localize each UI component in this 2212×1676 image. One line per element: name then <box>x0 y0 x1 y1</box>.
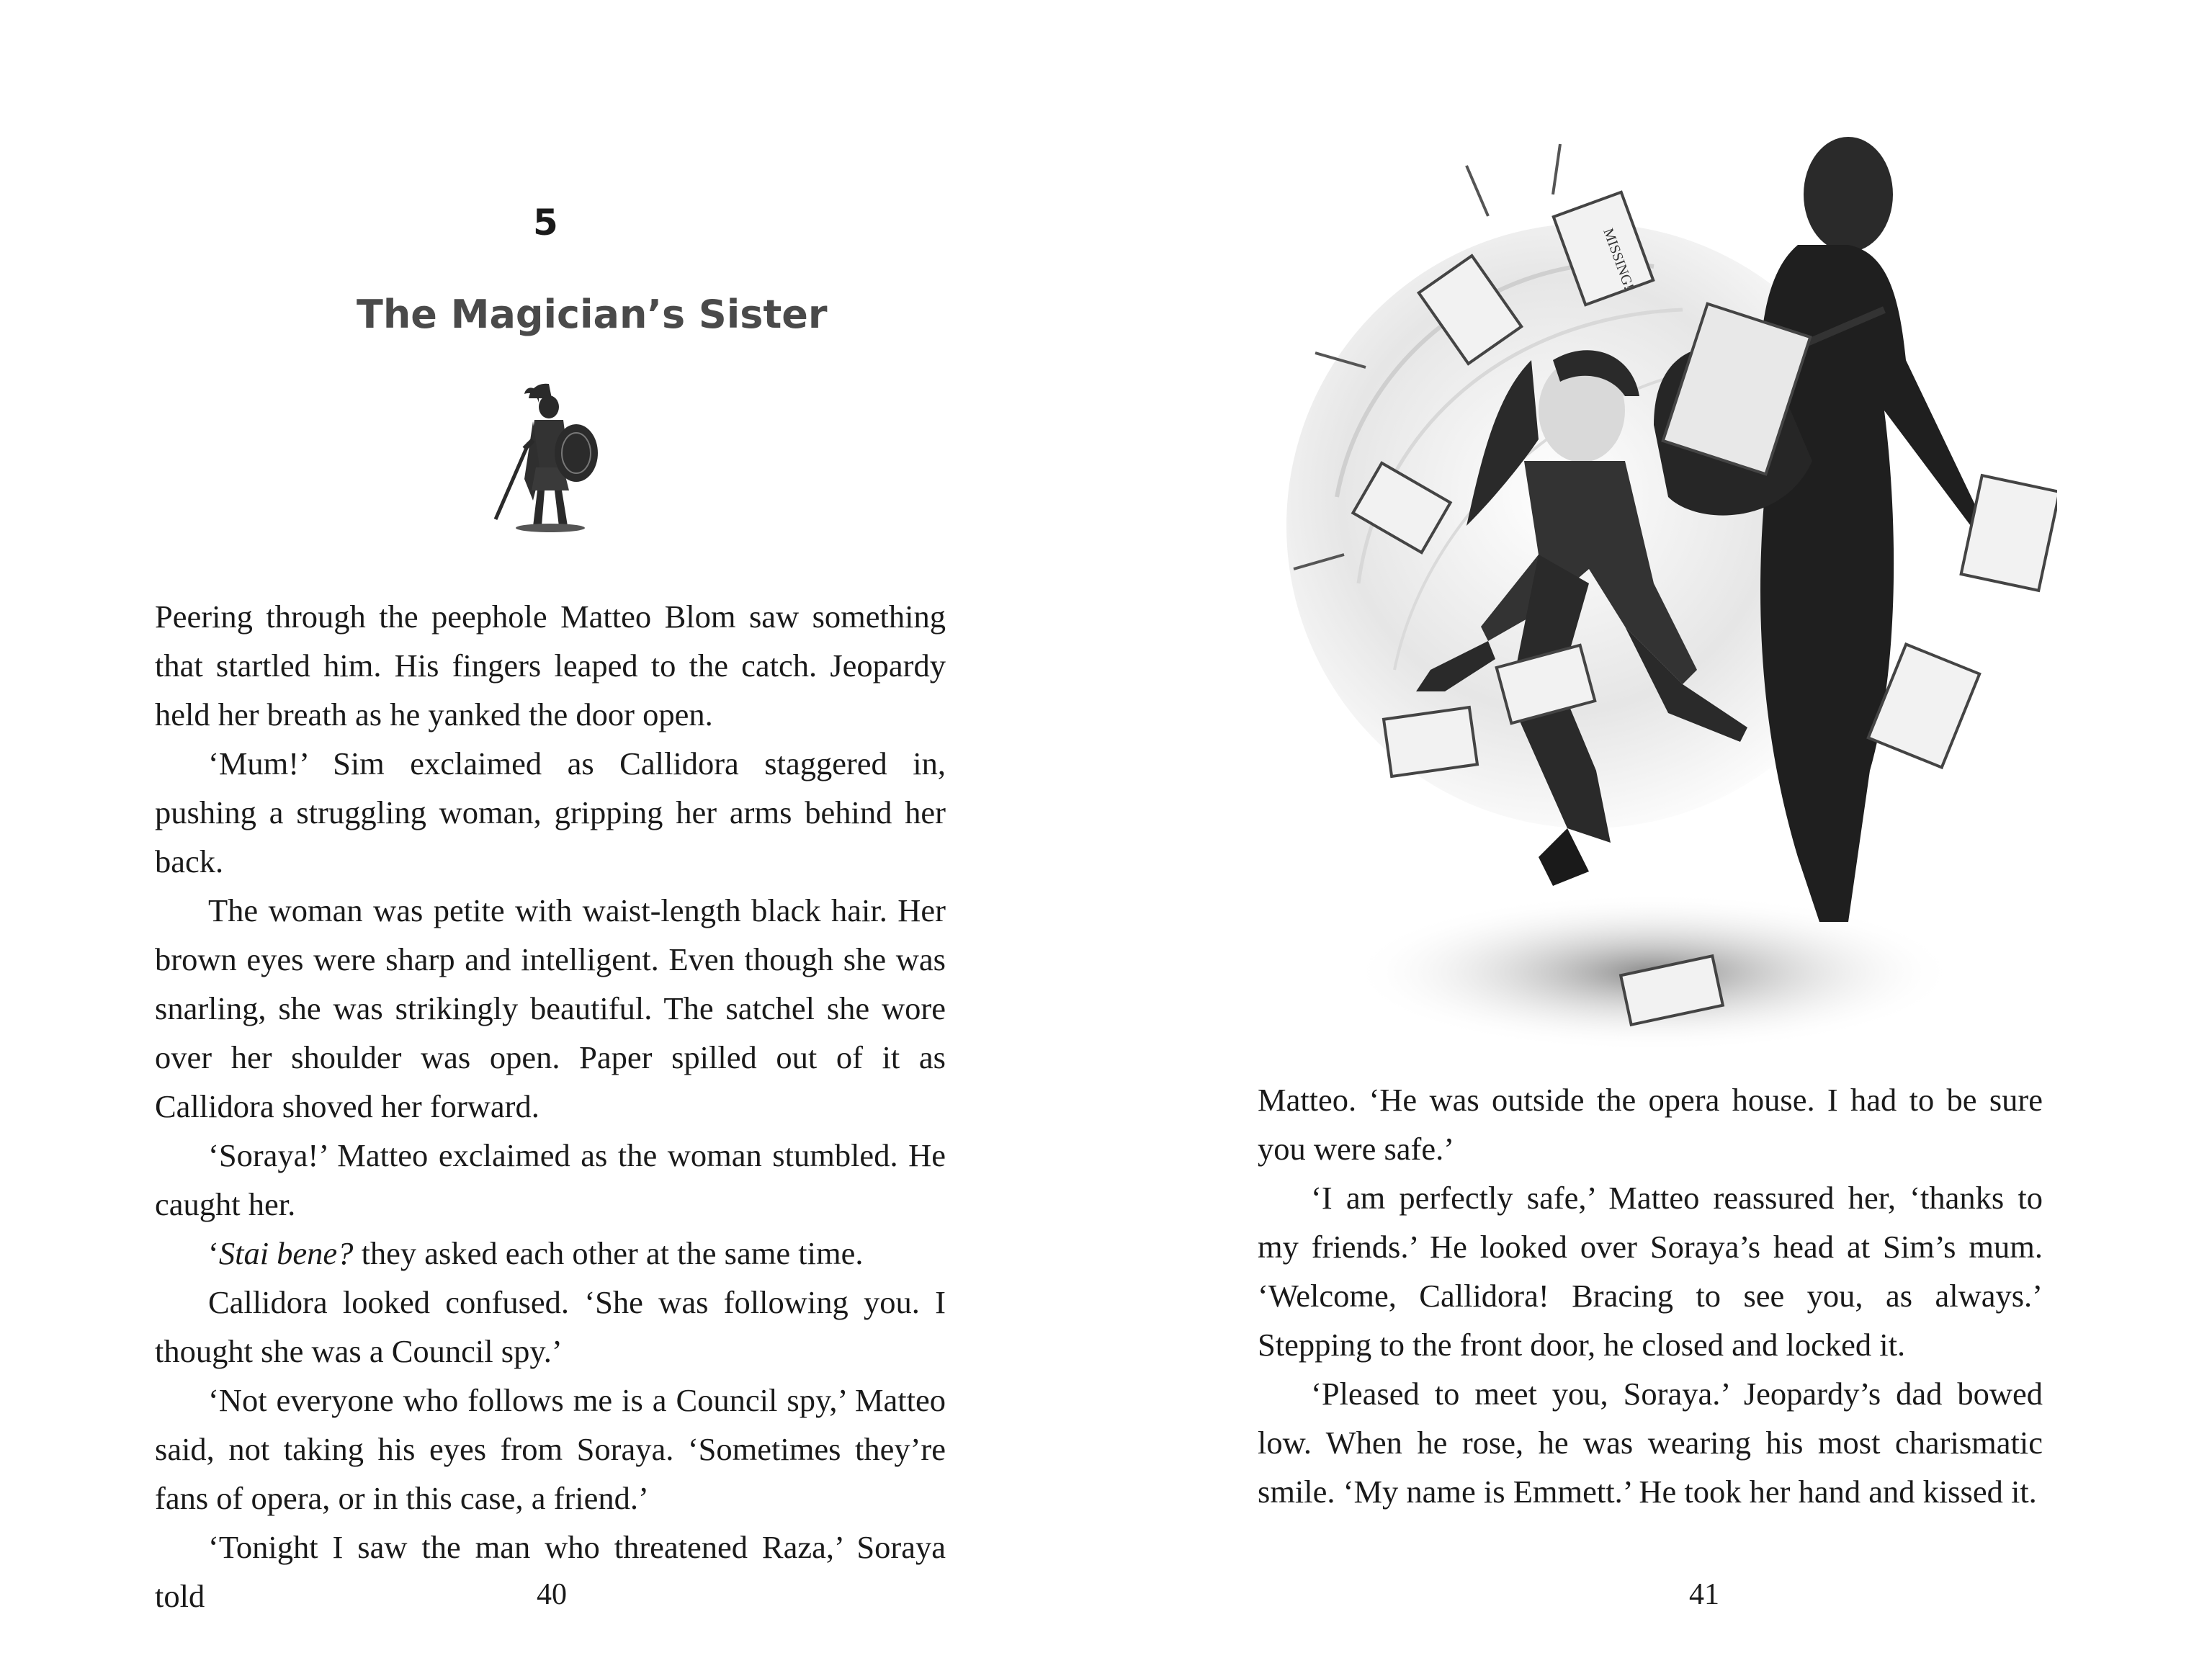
running-women-missing-posters-illustration <box>1250 122 2057 1059</box>
quote-open: ‘ <box>208 1235 219 1271</box>
left-page-body-text <box>155 592 946 1621</box>
paragraph: ‘Soraya!’ Matteo exclaimed as the woman stumbled. He caught her. <box>155 1137 946 1222</box>
page-number: 40 <box>537 1578 567 1611</box>
paragraph: ‘Tonight I saw the man who threatened Raza,’ Soraya told <box>155 1529 946 1614</box>
page-number: 41 <box>1689 1578 1719 1611</box>
right-page <box>1106 0 2212 1676</box>
paragraph: ‘Mum!’ Sim exclaimed as Callidora staggered in, pushing a struggling woman, gripping her arms behind her back. <box>155 745 946 879</box>
paragraph: Peering through the peephole Matteo Blom saw something that startled him. His fingers leaped to the catch. Jeopardy held her breath as he yanked the door open. <box>155 599 946 732</box>
paragraph-rest: they asked each other at the same time. <box>353 1235 864 1271</box>
chapter-number: 5 <box>533 202 558 243</box>
paragraph: ‘Pleased to meet you, Soraya.’ Jeopardy’s dad bowed low. When he rose, he was wearing his most charismatic smile. ‘My name is Emmett.’ He took her hand and kissed it. <box>1258 1376 2043 1510</box>
poster-text: MISSING! <box>1600 226 1637 292</box>
paragraph: The woman was petite with waist-length black hair. Her brown eyes were sharp and intelligent. Even though she was snarling, she was strikingly beautiful. The satchel she wore over her shoulder was open. Paper spilled out of it as Callidora shoved her forward. <box>155 892 946 1124</box>
italic-phrase: Stai bene? <box>218 1235 354 1271</box>
chapter-title: The Magician’s Sister <box>357 292 828 337</box>
paragraph: ‘Not everyone who follows me is a Council spy,’ Matteo said, not taking his eyes from Soraya. ‘Sometimes they’re fans of opera, or in this case, a friend.’ <box>155 1382 946 1516</box>
paragraph: ‘I am perfectly safe,’ Matteo reassured her, ‘thanks to my friends.’ He looked over Soraya’s head at Sim’s mum. ‘Welcome, Callidora! Bracing to see you, as always.’ Stepping to the front door, he closed and locked it. <box>1258 1180 2043 1363</box>
spartan-warrior-icon <box>483 378 619 537</box>
paragraph: Matteo. ‘He was outside the opera house. I had to be sure you were safe.’ <box>1258 1082 2043 1167</box>
right-page-body-text <box>1258 1075 2043 1516</box>
paragraph: Callidora looked confused. ‘She was following you. I thought she was a Council spy.’ <box>155 1284 946 1369</box>
paragraph <box>155 1229 946 1278</box>
